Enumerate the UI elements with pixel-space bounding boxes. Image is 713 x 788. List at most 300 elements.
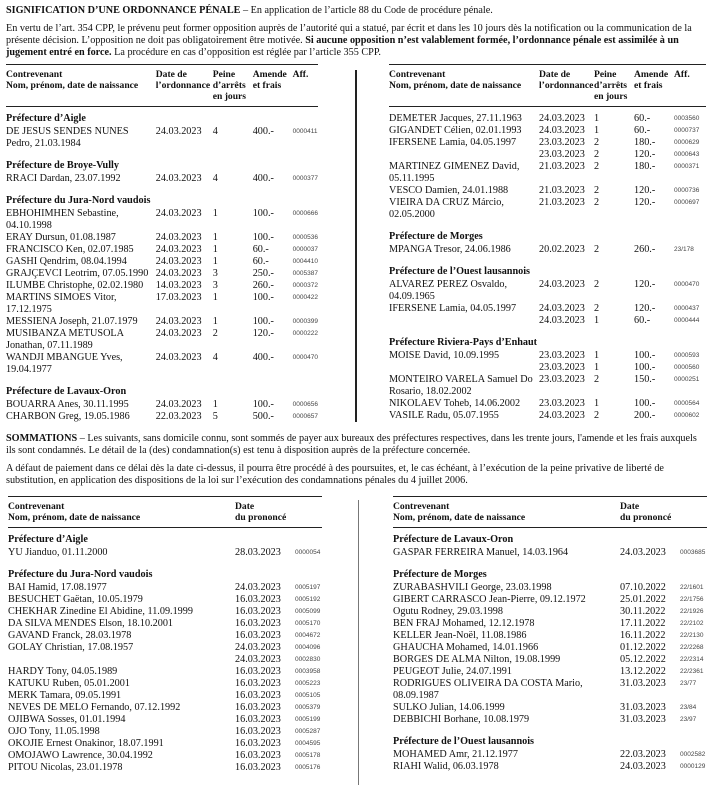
date-ordonnance-value: 20.02.2023 bbox=[539, 244, 585, 255]
affaire-number-value: 0000377 bbox=[292, 175, 318, 182]
table-header bbox=[389, 65, 706, 107]
affaire-number-value: 0000629 bbox=[674, 139, 700, 146]
header-date-prononce bbox=[235, 497, 322, 528]
signification-title-rest: – En application de l’article 88 du Code de procédure pénale. bbox=[240, 5, 493, 16]
peine-jours bbox=[213, 268, 253, 280]
amende-frais-value: 120.- bbox=[634, 185, 656, 196]
affaire-number-value: 0005287 bbox=[295, 728, 321, 735]
contrevenant-name: RODRIGUES OLIVEIRA DA COSTA Mario, 08.09.1987 bbox=[393, 678, 583, 701]
affaire-number-value: 0004672 bbox=[295, 632, 321, 639]
contrevenant-name: Ogutu Rodney, 29.03.1998 bbox=[393, 606, 503, 617]
date-ordonnance bbox=[156, 244, 213, 256]
peine-jours bbox=[213, 292, 253, 316]
table-row bbox=[389, 125, 706, 137]
table-row bbox=[389, 374, 706, 398]
affaire-number bbox=[680, 547, 707, 559]
contrevenant-name: MARTINS SIMOES Vitor, 17.12.1975 bbox=[6, 292, 117, 315]
affaire-number-value-2: 0000444 bbox=[674, 317, 700, 324]
affaire-number bbox=[674, 113, 706, 125]
affaire-number bbox=[674, 374, 706, 398]
date-prononce bbox=[235, 678, 295, 690]
affaire-number bbox=[680, 606, 707, 618]
affaire-number-value-2: 0000560 bbox=[674, 364, 700, 371]
affaire-number-value: 0003560 bbox=[674, 115, 700, 122]
amende-frais bbox=[253, 256, 293, 268]
peine-jours-value-2: 1 bbox=[594, 315, 600, 326]
affaire-number bbox=[680, 678, 707, 702]
contrevenant-name: GIBERT CARRASCO Jean-Pierre, 09.12.1972 bbox=[393, 594, 586, 605]
table-row bbox=[8, 606, 322, 618]
peine-jours-value: 1 bbox=[212, 316, 218, 327]
contrevenant-name: FRANCISCO Ken, 02.07.1985 bbox=[6, 244, 134, 255]
amende-frais bbox=[253, 292, 293, 316]
affaire-number-value: 0000422 bbox=[292, 294, 318, 301]
affaire-number bbox=[295, 726, 322, 738]
date-ordonnance bbox=[539, 350, 594, 374]
date-ordonnance bbox=[156, 232, 213, 244]
contrevenant-name: MOHAMED Amr, 21.12.1977 bbox=[393, 749, 518, 760]
contrevenant-name: DA SILVA MENDES Elson, 18.10.2001 bbox=[8, 618, 174, 629]
amende-frais-value: 100.- bbox=[252, 208, 274, 219]
table-row bbox=[6, 352, 318, 376]
table-row bbox=[393, 749, 707, 761]
header-contrevenant-line: Nom, prénom, date de naissance bbox=[6, 80, 139, 91]
affaire-number bbox=[674, 350, 706, 374]
date-prononce bbox=[235, 702, 295, 714]
peine-jours bbox=[213, 316, 253, 328]
date-prononce bbox=[620, 749, 680, 761]
amende-frais-value-2: 100.- bbox=[634, 362, 656, 373]
peine-jours-value: 1 bbox=[594, 398, 600, 409]
date-prononce-value: 13.12.2022 bbox=[620, 666, 666, 677]
affaire-number bbox=[293, 268, 318, 280]
amende-frais-value: 60.- bbox=[252, 244, 269, 255]
peine-jours-value: 4 bbox=[212, 126, 218, 137]
date-ordonnance bbox=[539, 197, 594, 221]
date-ordonnance-value: 17.03.2023 bbox=[155, 292, 202, 303]
header-row bbox=[393, 497, 707, 528]
table-body bbox=[8, 528, 322, 775]
date-prononce bbox=[620, 654, 680, 666]
date-ordonnance bbox=[539, 303, 594, 327]
peine-jours bbox=[213, 173, 253, 185]
date-prononce-value: 07.10.2022 bbox=[620, 582, 666, 593]
affaire-number bbox=[680, 749, 707, 761]
prefecture-name: Préfecture de Morges bbox=[389, 231, 483, 242]
header-contrevenant-line: Nom, prénom, date de naissance bbox=[8, 512, 141, 523]
prefecture-row bbox=[8, 559, 322, 582]
table-header bbox=[8, 497, 322, 528]
table-row bbox=[393, 582, 707, 594]
affaire-number bbox=[293, 292, 318, 316]
peine-jours bbox=[213, 328, 253, 352]
affaire-number bbox=[295, 606, 322, 618]
peine-jours bbox=[213, 411, 253, 423]
date-prononce-value: 16.03.2023 bbox=[235, 750, 281, 761]
date-prononce-value: 16.03.2023 bbox=[235, 726, 281, 737]
signification-text: En vertu de l’art. 354 CPP, le prévenu peut former opposition auprès de l’autorité qui a statué, par écrit et dans les 10 jours dès la notification ou la communication de la présente décision. L’opposition ne doit pas obligatoirement être motivée. bbox=[6, 23, 692, 46]
contrevenant-name: GASHI Qendrim, 08.04.1994 bbox=[6, 256, 127, 267]
date-prononce-value: 01.12.2022 bbox=[620, 642, 666, 653]
column-divider-sommations bbox=[358, 500, 359, 785]
affaire-number-value: 0000536 bbox=[292, 234, 318, 241]
header-peine-line: Peine bbox=[594, 69, 617, 80]
affaire-number-value: 0003958 bbox=[295, 668, 321, 675]
affaire-number bbox=[295, 618, 322, 630]
amende-frais-value: 60.- bbox=[634, 125, 651, 136]
header-date-ordonnance-line: Date de bbox=[539, 69, 571, 80]
affaire-number-value: 0005379 bbox=[295, 704, 321, 711]
contrevenant-name: IFERSENE Lamia, 04.05.1997 bbox=[389, 303, 517, 314]
contrevenant-name: GIGANDET Célien, 02.01.1993 bbox=[389, 125, 522, 136]
affaire-number bbox=[674, 303, 706, 327]
affaire-number bbox=[293, 399, 318, 411]
affaire-number-value: 0005178 bbox=[295, 752, 321, 759]
table-row bbox=[393, 547, 707, 559]
affaire-number-value: 0000037 bbox=[292, 246, 318, 253]
signification-paragraph bbox=[6, 23, 706, 59]
header-peine-line: en jours bbox=[212, 91, 247, 102]
prefecture-name: Préfecture de Lavaux-Oron bbox=[6, 386, 127, 397]
date-ordonnance-value: 24.03.2023 bbox=[155, 352, 202, 363]
date-prononce-value: 17.11.2022 bbox=[620, 618, 666, 629]
amende-frais-value: 100.- bbox=[252, 316, 274, 327]
date-ordonnance bbox=[539, 244, 594, 256]
amende-frais bbox=[634, 185, 674, 197]
date-ordonnance-value: 24.03.2023 bbox=[155, 244, 202, 255]
date-prononce-value: 24.03.2023 bbox=[620, 547, 666, 558]
peine-jours bbox=[594, 279, 634, 303]
date-ordonnance-value-2: 23.03.2023 bbox=[539, 362, 585, 373]
amende-frais bbox=[634, 113, 674, 125]
contrevenant-name: KATUKU Ruben, 05.01.2001 bbox=[8, 678, 130, 689]
affaire-number-value: 0000657 bbox=[292, 413, 318, 420]
table-row bbox=[6, 256, 318, 268]
affaire-number-value-2: 0002830 bbox=[295, 656, 321, 663]
affaire-number bbox=[674, 125, 706, 137]
header-row bbox=[389, 65, 706, 107]
header-date-prononce bbox=[620, 497, 707, 528]
peine-jours bbox=[213, 352, 253, 376]
table-row bbox=[389, 410, 706, 422]
header-contrevenant bbox=[393, 497, 620, 528]
date-ordonnance-value: 24.03.2023 bbox=[539, 113, 585, 124]
amende-frais-value: 260.- bbox=[634, 244, 656, 255]
amende-frais-value: 120.- bbox=[634, 279, 656, 290]
affaire-number bbox=[293, 232, 318, 244]
affaire-number bbox=[680, 654, 707, 666]
affaire-number bbox=[674, 161, 706, 185]
date-ordonnance-value: 23.03.2023 bbox=[539, 374, 585, 385]
amende-frais bbox=[253, 173, 293, 185]
header-date-ordonnance-line: Date de bbox=[155, 69, 187, 80]
affaire-number-value: 0003685 bbox=[680, 549, 706, 556]
peine-jours bbox=[213, 244, 253, 256]
table-row bbox=[6, 208, 318, 232]
amende-frais bbox=[253, 268, 293, 280]
date-ordonnance-value: 24.03.2023 bbox=[155, 208, 202, 219]
peine-jours-value: 2 bbox=[594, 244, 600, 255]
table-row bbox=[389, 350, 706, 374]
affaire-number-value: 0000372 bbox=[292, 282, 318, 289]
table-row bbox=[393, 714, 707, 726]
affaire-number-value: 22/2130 bbox=[680, 632, 704, 639]
affaire-number bbox=[680, 714, 707, 726]
table-row bbox=[8, 678, 322, 690]
sommations-text-2: A défaut de paiement dans ce délai dès la date ci-dessus, il pourra être procédé à des poursuites, et, le cas échéant, à l’exécution de la peine privative de liberté de substitution, en application des dispositions de la loi sur l’exécution des condamnations pénales du 4 juillet 2006. bbox=[6, 463, 664, 486]
date-ordonnance-value: 14.03.2023 bbox=[155, 280, 202, 291]
table-row bbox=[8, 738, 322, 750]
table-row bbox=[8, 726, 322, 738]
table-row bbox=[8, 642, 322, 666]
amende-frais bbox=[634, 410, 674, 422]
contrevenant-name: ALVAREZ PEREZ Osvaldo, 04.09.1965 bbox=[389, 279, 508, 302]
date-prononce-value: 30.11.2022 bbox=[620, 606, 666, 617]
amende-frais-value: 120.- bbox=[634, 303, 656, 314]
date-ordonnance-value: 22.03.2023 bbox=[155, 411, 202, 422]
affaire-number bbox=[293, 208, 318, 232]
date-prononce-value: 16.03.2023 bbox=[235, 666, 281, 677]
affaire-number bbox=[293, 316, 318, 328]
header-row bbox=[8, 497, 322, 528]
date-prononce-value: 31.03.2023 bbox=[620, 714, 666, 725]
header-peine-line: d’arrêts bbox=[594, 80, 628, 91]
peine-jours-value-2: 1 bbox=[594, 362, 600, 373]
contrevenant-name: OKOJIE Ernest Onakinor, 18.07.1991 bbox=[8, 738, 164, 749]
date-ordonnance bbox=[156, 268, 213, 280]
header-row bbox=[6, 65, 318, 107]
affaire-number bbox=[293, 280, 318, 292]
date-ordonnance bbox=[539, 410, 594, 422]
prefecture-name: Préfecture du Jura-Nord vaudois bbox=[6, 195, 151, 206]
date-ordonnance-value: 21.03.2023 bbox=[539, 161, 585, 172]
affaire-number bbox=[295, 702, 322, 714]
sommations-paragraph-2 bbox=[6, 463, 706, 487]
table-row bbox=[8, 618, 322, 630]
date-prononce-value: 16.03.2023 bbox=[235, 678, 281, 689]
date-ordonnance-value: 24.03.2023 bbox=[539, 303, 585, 314]
contrevenant-name: BESUCHET Gaëtan, 10.05.1979 bbox=[8, 594, 143, 605]
peine-jours bbox=[594, 185, 634, 197]
table-row bbox=[389, 398, 706, 410]
amende-frais-value: 100.- bbox=[252, 232, 274, 243]
affaire-number bbox=[295, 547, 322, 559]
affaire-number-value: 0000251 bbox=[674, 376, 700, 383]
date-ordonnance-value-2: 23.03.2023 bbox=[539, 149, 585, 160]
peine-jours-value: 2 bbox=[594, 185, 600, 196]
affaire-number-value: 0005105 bbox=[295, 692, 321, 699]
date-prononce bbox=[235, 594, 295, 606]
header-date-ordonnance bbox=[539, 65, 594, 107]
table-row bbox=[389, 244, 706, 256]
date-prononce bbox=[235, 690, 295, 702]
contrevenant-name: OMOJAWO Lawrence, 30.04.1992 bbox=[8, 750, 153, 761]
affaire-number bbox=[680, 582, 707, 594]
date-ordonnance-value: 24.03.2023 bbox=[155, 328, 202, 339]
date-prononce-value: 24.03.2023 bbox=[235, 582, 281, 593]
affaire-number bbox=[293, 256, 318, 268]
affaire-number-value: 0000602 bbox=[674, 412, 700, 419]
affaire-number-value: 0000593 bbox=[674, 352, 700, 359]
date-prononce-value: 24.03.2023 bbox=[620, 761, 666, 772]
header-date-line: du prononcé bbox=[620, 512, 672, 523]
affaire-number bbox=[295, 690, 322, 702]
affaire-number bbox=[295, 738, 322, 750]
ordonnance-table-left bbox=[6, 64, 318, 423]
sommation-table-left bbox=[8, 496, 322, 774]
date-prononce bbox=[620, 606, 680, 618]
affaire-number-value: 0004595 bbox=[295, 740, 321, 747]
header-amende-line: et frais bbox=[634, 80, 663, 91]
date-prononce bbox=[235, 630, 295, 642]
table-row bbox=[389, 161, 706, 185]
table-row bbox=[6, 126, 318, 150]
table-row bbox=[389, 197, 706, 221]
date-prononce bbox=[620, 630, 680, 642]
prefecture-row bbox=[6, 107, 318, 127]
contrevenant-name: MOISE David, 10.09.1995 bbox=[389, 350, 500, 361]
prefecture-name: Préfecture du Jura-Nord vaudois bbox=[8, 569, 153, 580]
affaire-number-value-2: 0000643 bbox=[674, 151, 700, 158]
peine-jours-value: 4 bbox=[212, 352, 218, 363]
contrevenant-name: GHAUCHA Mohamed, 14.01.1966 bbox=[393, 642, 539, 653]
table-row bbox=[8, 762, 322, 774]
peine-jours-value: 2 bbox=[594, 161, 600, 172]
contrevenant-name: RIAHI Walid, 06.03.1978 bbox=[393, 761, 499, 772]
date-prononce-value: 16.03.2023 bbox=[235, 618, 281, 629]
date-ordonnance-value: 24.03.2023 bbox=[155, 316, 202, 327]
date-ordonnance bbox=[539, 125, 594, 137]
affaire-number bbox=[293, 244, 318, 256]
date-prononce bbox=[620, 618, 680, 630]
table-row bbox=[6, 292, 318, 316]
table-row bbox=[393, 761, 707, 773]
contrevenant-name: MPANGA Tresor, 24.06.1986 bbox=[389, 244, 511, 255]
date-ordonnance bbox=[156, 411, 213, 423]
table-header bbox=[6, 65, 318, 107]
date-prononce-value: 28.03.2023 bbox=[235, 547, 281, 558]
peine-jours-value: 1 bbox=[212, 208, 218, 219]
peine-jours bbox=[594, 244, 634, 256]
affaire-number bbox=[295, 642, 322, 666]
contrevenant-name: CHEKHAR Zinedine El Abidine, 11.09.1999 bbox=[8, 606, 193, 617]
peine-jours-value: 3 bbox=[212, 280, 218, 291]
affaire-number bbox=[295, 762, 322, 774]
date-ordonnance-value: 24.03.2023 bbox=[155, 256, 202, 267]
amende-frais bbox=[634, 350, 674, 374]
affaire-number-value: 0005199 bbox=[295, 716, 321, 723]
contrevenant-name: GOLAY Christian, 17.08.1957 bbox=[8, 642, 134, 653]
contrevenant-name: GAVAND Franck, 28.03.1978 bbox=[8, 630, 132, 641]
affaire-number-value: 0004410 bbox=[292, 258, 318, 265]
date-prononce bbox=[235, 547, 295, 559]
date-ordonnance bbox=[539, 161, 594, 185]
prefecture-name: Préfecture Riviera-Pays d’Enhaut bbox=[389, 337, 538, 348]
amende-frais-value: 500.- bbox=[252, 411, 274, 422]
header-contrevenant-line: Nom, prénom, date de naissance bbox=[389, 80, 522, 91]
amende-frais-value: 120.- bbox=[252, 328, 274, 339]
affaire-number-value: 0000656 bbox=[292, 401, 318, 408]
table-row bbox=[393, 642, 707, 654]
date-ordonnance-value: 23.03.2023 bbox=[539, 350, 585, 361]
date-ordonnance bbox=[156, 173, 213, 185]
peine-jours bbox=[213, 126, 253, 150]
peine-jours-value: 1 bbox=[212, 232, 218, 243]
ordonnance-table bbox=[389, 64, 706, 422]
header-contrevenant-line: Contrevenant bbox=[389, 69, 446, 80]
date-prononce bbox=[620, 642, 680, 654]
contrevenant-name: MESSIENA Joseph, 21.07.1979 bbox=[6, 316, 138, 327]
table-row bbox=[393, 618, 707, 630]
amende-frais-value: 400.- bbox=[252, 126, 274, 137]
peine-jours-value: 4 bbox=[212, 173, 218, 184]
amende-frais bbox=[634, 161, 674, 185]
contrevenant-name: DE JESUS SENDES NUNES Pedro, 21.03.1984 bbox=[6, 126, 129, 149]
contrevenant-name: CHARBON Greg, 19.05.1986 bbox=[6, 411, 130, 422]
amende-frais bbox=[253, 352, 293, 376]
date-prononce-value: 16.03.2023 bbox=[235, 606, 281, 617]
contrevenant-name: NIKOLAEV Toheb, 14.06.2002 bbox=[389, 398, 521, 409]
date-prononce bbox=[235, 606, 295, 618]
table-row bbox=[389, 137, 706, 161]
amende-frais bbox=[634, 279, 674, 303]
affaire-number bbox=[680, 630, 707, 642]
prefecture-row bbox=[389, 221, 706, 244]
affaire-number bbox=[680, 642, 707, 654]
affaire-number bbox=[293, 352, 318, 376]
affaire-number-value: 22/2102 bbox=[680, 620, 704, 627]
affaire-number bbox=[680, 761, 707, 773]
affaire-number-value: 0002582 bbox=[680, 751, 706, 758]
amende-frais-value: 60.- bbox=[634, 113, 651, 124]
peine-jours bbox=[594, 197, 634, 221]
affaire-number bbox=[293, 173, 318, 185]
table-row bbox=[393, 630, 707, 642]
prefecture-row bbox=[393, 559, 707, 582]
contrevenant-name: HARDY Tony, 04.05.1989 bbox=[8, 666, 118, 677]
header-date-ordonnance bbox=[156, 65, 213, 107]
table-row bbox=[393, 594, 707, 606]
date-ordonnance bbox=[156, 126, 213, 150]
contrevenant-name: GRAJÇEVCI Leotrim, 07.05.1990 bbox=[6, 268, 149, 279]
peine-jours bbox=[213, 280, 253, 292]
table-body bbox=[6, 107, 318, 424]
affaire-number bbox=[674, 244, 706, 256]
amende-frais bbox=[634, 197, 674, 221]
table-row bbox=[8, 690, 322, 702]
peine-jours bbox=[594, 350, 634, 374]
header-date-line: Date bbox=[235, 501, 255, 512]
peine-jours bbox=[594, 113, 634, 125]
peine-jours-value: 2 bbox=[594, 197, 600, 208]
affaire-number bbox=[293, 328, 318, 352]
amende-frais-value: 180.- bbox=[634, 161, 656, 172]
affaire-number-value: 0005099 bbox=[295, 608, 321, 615]
signification-heading bbox=[6, 5, 706, 17]
contrevenant-name: RRACI Dardan, 23.07.1992 bbox=[6, 173, 121, 184]
table-row bbox=[8, 666, 322, 678]
amende-frais-value-2: 60.- bbox=[634, 315, 651, 326]
date-ordonnance-value: 24.03.2023 bbox=[155, 268, 202, 279]
sommations-paragraph-1 bbox=[6, 433, 706, 457]
amende-frais-value: 200.- bbox=[634, 410, 656, 421]
affaire-number bbox=[295, 594, 322, 606]
affaire-number bbox=[674, 410, 706, 422]
header-amende bbox=[253, 65, 293, 107]
affaire-number-value: 23/178 bbox=[674, 246, 694, 253]
date-ordonnance bbox=[539, 113, 594, 125]
amende-frais bbox=[253, 411, 293, 423]
